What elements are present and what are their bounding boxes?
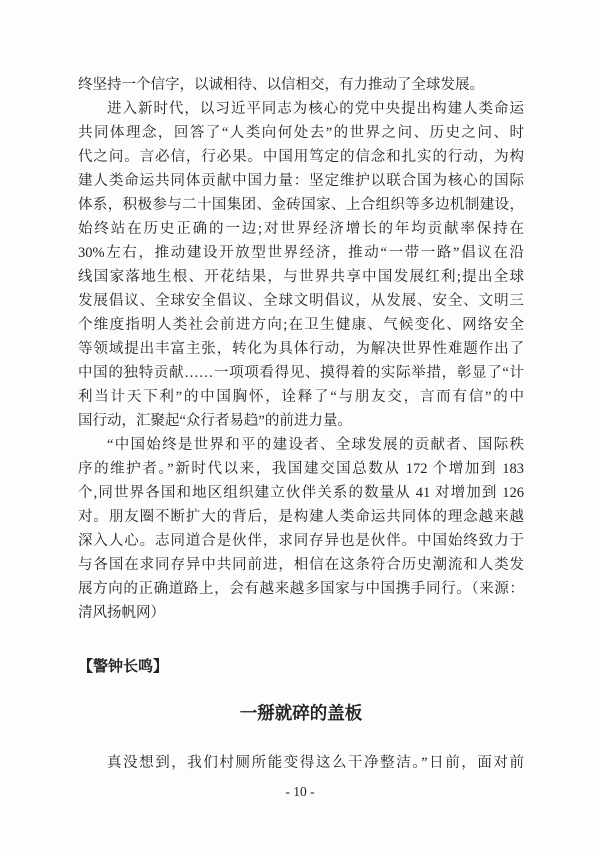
body-line: 始终站在历史正确的一边;对世界经济增长的年均贡献率保持在 — [78, 221, 524, 237]
body-line: 个,同世界各国和地区组织建立伙伴关系的数量从 41 对增加到 126 — [78, 485, 524, 501]
body-line: 展方向的正确道路上，会有越来越多国家与中国携手同行。（来源： — [78, 581, 524, 597]
body-line: 个维度指明人类社会前进方向;在卫生健康、气候变化、网络安全 — [78, 317, 524, 333]
body-line: 中国的独特贡献……一项项看得见、摸得着的实际举措，彰显了“计 — [78, 365, 524, 381]
body-line: 深入人心。志同道合是伙伴，求同存异也是伙伴。中国始终致力于 — [78, 533, 524, 549]
body-line: 真没想到，我们村厕所能变得这么干净整洁。”日前，面对前 — [107, 755, 524, 771]
body-line: 代之问。言必信，行必果。中国用笃定的信念和扎实的行动，为构 — [78, 149, 524, 165]
body-line: 发展倡议、全球安全倡议、全球文明倡议，从发展、安全、文明三 — [78, 293, 524, 309]
body-line: 进入新时代，以习近平同志为核心的党中央提出构建人类命运 — [107, 101, 524, 117]
body-line: 与各国在求同存异中共同前进，相信在这条符合历史潮流和人类发 — [78, 557, 524, 573]
article-body-next — [78, 751, 524, 775]
section-heading: 【警钟长鸣】 — [78, 659, 169, 675]
body-line: 30%左右，推动建设开放型世界经济，推动“一带一路”倡议在沿 — [78, 245, 524, 261]
body-line: 建人类命运共同体贡献中国力量：坚定维护以联合国为核心的国际 — [78, 173, 524, 189]
body-line: 利当计天下利”的中国胸怀，诠释了“与朋友交，言而有信”的中 — [78, 389, 524, 405]
body-line: 等领域提出丰富主张，转化为具体行动，为解决世界性难题作出了 — [78, 341, 524, 357]
body-line: 序的维护者。”新时代以来，我国建交国总数从 172 个增加到 183 — [78, 461, 524, 477]
article-body — [78, 73, 524, 625]
article-title: 一掰就碎的盖板 — [239, 703, 363, 723]
body-line: 线国家落地生根、开花结果，与世界共享中国发展红利;提出全球 — [78, 269, 524, 285]
body-line: 清风扬帆网） — [78, 605, 165, 621]
body-line: 体系，积极参与二十国集团、金砖国家、上合组织等多边机制建设， — [78, 197, 524, 213]
body-line: “中国始终是世界和平的建设者、全球发展的贡献者、国际秩 — [107, 437, 524, 453]
body-line: 对。朋友圈不断扩大的背后，是构建人类命运共同体的理念越来越 — [78, 509, 524, 525]
page-number: - 10 - — [285, 784, 315, 799]
body-line: 终坚持一个信字，以诚相待、以信相交，有力推动了全球发展。 — [78, 77, 484, 93]
body-line: 国行动，汇聚起“众行者易趋”的前进力量。 — [78, 413, 352, 429]
body-line: 共同体理念，回答了“人类向何处去”的世界之问、历史之问、时 — [78, 125, 524, 141]
